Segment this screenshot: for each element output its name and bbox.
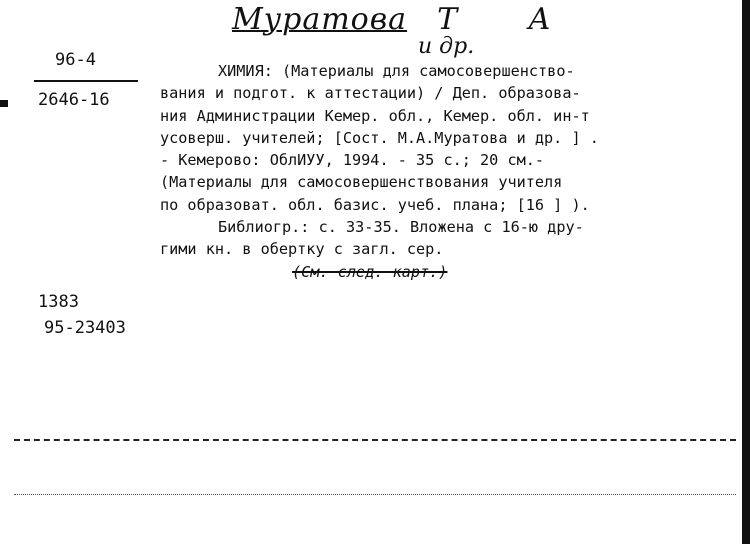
record-line: по образоват. обл. базис. учеб. плана; [16 ] ). [160, 195, 590, 214]
code-divider [34, 80, 138, 82]
record-line: - Кемерово: ОблИУУ, 1994. - 35 с.; 20 см.- [160, 151, 545, 170]
bibliographic-record [160, 60, 720, 283]
author-initial: Т [437, 2, 459, 37]
record-line: вания и подгот. к аттестации) / Деп. образова- [160, 84, 581, 103]
shelf-code: 96-4 [55, 50, 96, 70]
filing-letter: А [528, 2, 552, 37]
record-line: (Материалы для самосовершенствования учителя [160, 173, 563, 192]
classification-code: 2646-16 [38, 90, 110, 110]
handwritten-addition: и др. [418, 34, 475, 59]
dotted-rule [14, 494, 736, 495]
author-surname: Муратова [232, 2, 408, 37]
bottom-rule [14, 439, 736, 441]
record-line: усоверш. учителей; [Сост. М.А.Муратова и др. ] . [160, 128, 599, 147]
handwritten-heading [232, 2, 552, 37]
card-edge-shadow [742, 0, 750, 544]
card-edge-mark [0, 100, 8, 107]
inventory-number: 1383 [38, 292, 79, 312]
registration-number: 95-23403 [44, 318, 126, 338]
struck-note: (См. след. карт.) [292, 262, 448, 281]
record-line: ния Администрации Кемер. обл., Кемер. обл. ин-т [160, 106, 590, 125]
record-line: ХИМИЯ: (Материалы для самосовершенство- [218, 62, 575, 80]
record-line: гими кн. в обертку с загл. сер. [160, 240, 444, 259]
record-line: Библиогр.: с. 33-35. Вложена с 16-ю дру- [218, 218, 584, 237]
